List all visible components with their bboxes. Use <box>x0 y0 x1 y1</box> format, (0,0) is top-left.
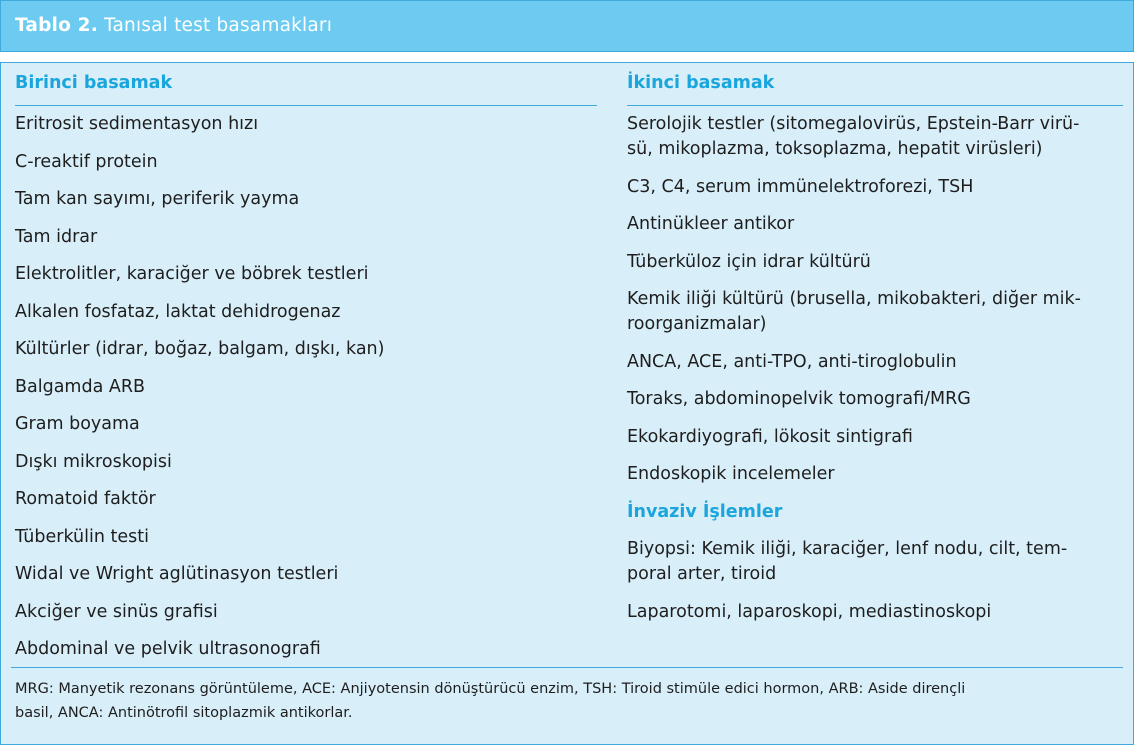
first-stage-item: Tüberkülin testi <box>15 526 149 547</box>
first-stage-item: C-reaktif protein <box>15 151 158 172</box>
first-stage-item: Tam kan sayımı, periferik yayma <box>15 189 300 209</box>
first-stage-item: Alkalen fosfataz, laktat dehidrogenaz <box>15 301 341 322</box>
footnote-line-1: MRG: Manyetik rezonans görüntüleme, ACE: Anjiyotensin dönüştürücü enzim, TSH: Tiroid stimüle edici hormon, ARB: Aside dirençli <box>15 681 966 697</box>
second-stage-item: Antinükleer antikor <box>627 214 795 234</box>
table-title-bar <box>0 0 1134 52</box>
first-stage-item: Gram boyama <box>15 414 140 434</box>
second-stage-item: Toraks, abdominopelvik tomografi/MRG <box>627 389 971 409</box>
first-stage-item: Abdominal ve pelvik ultrasonografi <box>15 639 321 659</box>
first-stage-item: Dışkı mikroskopisi <box>15 451 172 472</box>
second-stage-item: Endoskopik incelemeler <box>627 464 835 484</box>
table-title-text: Tanısal test basamakları <box>104 15 333 36</box>
footnote <box>15 677 1115 725</box>
second-stage-heading: İkinci basamak <box>627 73 775 93</box>
invasive-procedures-heading: İnvaziv İşlemler <box>627 501 783 522</box>
second-stage-item: ANCA, ACE, anti-TPO, anti-tiroglobulin <box>627 351 957 372</box>
second-stage-item: Serolojik testler (sitomegalovirüs, Epstein-Barr virü- <box>627 114 1080 134</box>
first-stage-item: Widal ve Wright aglütinasyon testleri <box>15 564 339 584</box>
invasive-procedure-item: poral arter, tiroid <box>627 564 777 584</box>
table-body <box>0 62 1134 745</box>
first-stage-item: Kültürler (idrar, boğaz, balgam, dışkı, kan) <box>15 339 385 359</box>
footnote-rule <box>11 667 1123 668</box>
second-stage-heading-rule <box>627 105 1123 106</box>
first-stage-item: Romatoid faktör <box>15 489 156 509</box>
first-stage-item: Eritrosit sedimentasyon hızı <box>15 114 259 134</box>
first-stage-heading-rule <box>15 105 597 106</box>
second-stage-item: sü, mikoplazma, toksoplazma, hepatit virüsleri) <box>627 139 1043 159</box>
second-stage-item: Ekokardiyografi, lökosit sintigrafi <box>627 426 913 447</box>
second-stage-item: Kemik iliği kültürü (brusella, mikobakteri, diğer mik- <box>627 289 1081 309</box>
first-stage-heading: Birinci basamak <box>15 73 173 93</box>
second-stage-item: Tüberküloz için idrar kültürü <box>627 251 871 272</box>
first-stage-item: Balgamda ARB <box>15 376 146 397</box>
table-title-label: Tablo 2. <box>15 15 98 36</box>
second-stage-item: C3, C4, serum immünelektroforezi, TSH <box>627 176 974 197</box>
invasive-procedure-item: Biyopsi: Kemik iliği, karaciğer, lenf nodu, cilt, tem- <box>627 539 1068 559</box>
first-stage-item: Akciğer ve sinüs grafisi <box>15 601 218 622</box>
invasive-procedure-item: Laparotomi, laparoskopi, mediastinoskopi <box>627 601 992 622</box>
first-stage-item: Elektrolitler, karaciğer ve böbrek testleri <box>15 264 369 284</box>
first-stage-item: Tam idrar <box>15 226 98 247</box>
second-stage-item: roorganizmalar) <box>627 314 767 334</box>
table-title <box>15 15 332 36</box>
footnote-line-2: basil, ANCA: Antinötrofil sitoplazmik antikorlar. <box>15 705 353 721</box>
